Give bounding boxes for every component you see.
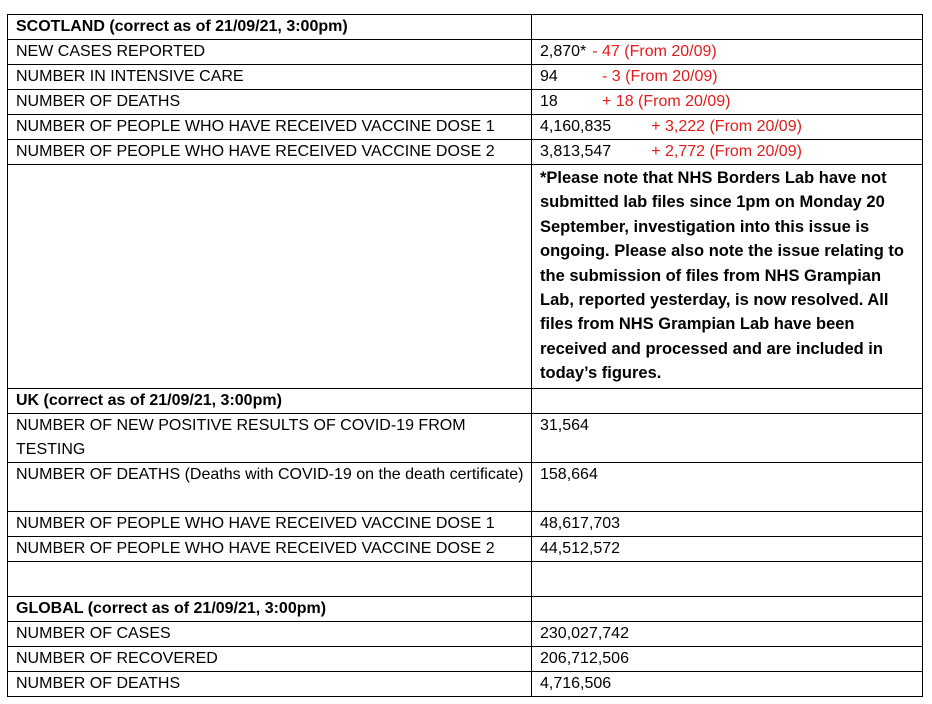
row-label: NEW CASES REPORTED (8, 40, 532, 65)
row-value-cell (532, 90, 923, 115)
note-row (8, 165, 923, 389)
empty-cell (8, 165, 532, 389)
uk-header-row (8, 388, 923, 413)
empty-cell (532, 596, 923, 621)
covid-statistics-document (7, 14, 922, 697)
row-value: 4,716,506 (532, 671, 923, 696)
table-row (8, 646, 923, 671)
change-text: + 3,222 (From 20/09) (651, 118, 802, 135)
change-text: + 18 (From 20/09) (602, 93, 731, 110)
row-value: 44,512,572 (532, 536, 923, 561)
change-text: + 2,772 (From 20/09) (651, 143, 802, 160)
row-value: 206,712,506 (532, 646, 923, 671)
statistics-table (7, 14, 923, 697)
row-label: NUMBER OF PEOPLE WHO HAVE RECEIVED VACCINE DOSE 1 (8, 115, 532, 140)
row-value: 18 (540, 93, 558, 110)
row-label: NUMBER OF DEATHS (8, 90, 532, 115)
row-label: NUMBER IN INTENSIVE CARE (8, 65, 532, 90)
row-value: 94 (540, 68, 558, 85)
scotland-header-row (8, 15, 923, 40)
scotland-heading: SCOTLAND (correct as of 21/09/21, 3:00pm) (8, 15, 532, 40)
row-value: 230,027,742 (532, 621, 923, 646)
row-value-cell (532, 140, 923, 165)
row-value: 48,617,703 (532, 511, 923, 536)
row-label: NUMBER OF PEOPLE WHO HAVE RECEIVED VACCINE DOSE 2 (8, 536, 532, 561)
row-label: NUMBER OF RECOVERED (8, 646, 532, 671)
row-value: 3,813,547 (540, 143, 612, 160)
spacer-row (8, 561, 923, 596)
empty-cell (532, 561, 923, 596)
row-label: NUMBER OF PEOPLE WHO HAVE RECEIVED VACCINE DOSE 2 (8, 140, 532, 165)
row-label: NUMBER OF DEATHS (8, 671, 532, 696)
change-text: - 3 (From 20/09) (602, 68, 718, 85)
row-value: 31,564 (532, 413, 923, 462)
row-value: 158,664 (532, 462, 923, 511)
row-value-cell (532, 115, 923, 140)
uk-heading: UK (correct as of 21/09/21, 3:00pm) (8, 388, 532, 413)
row-label: NUMBER OF CASES (8, 621, 532, 646)
row-label: NUMBER OF NEW POSITIVE RESULTS OF COVID-19 FROM TESTING (8, 413, 532, 462)
row-value: 4,160,835 (540, 118, 612, 135)
global-header-row (8, 596, 923, 621)
table-row (8, 671, 923, 696)
table-row (8, 621, 923, 646)
table-row (8, 115, 923, 140)
table-row (8, 40, 923, 65)
global-heading: GLOBAL (correct as of 21/09/21, 3:00pm) (8, 596, 532, 621)
table-row (8, 536, 923, 561)
empty-cell (532, 15, 923, 40)
row-label: NUMBER OF PEOPLE WHO HAVE RECEIVED VACCINE DOSE 1 (8, 511, 532, 536)
table-row (8, 65, 923, 90)
row-value-cell (532, 40, 923, 65)
row-value: 2,870* (540, 43, 587, 60)
table-row (8, 90, 923, 115)
empty-cell (532, 388, 923, 413)
change-text: - 47 (From 20/09) (592, 43, 717, 60)
lab-files-note: *Please note that NHS Borders Lab have not submitted lab files since 1pm on Monday 20 September, investigation into this issue is ongoing. Please also note the issue relating to the submission of files from NHS Grampian Lab, reported yesterday, is now resolved. All files from NHS Grampian Lab have been received and processed and are included in today’s figures. (532, 165, 923, 389)
row-label: NUMBER OF DEATHS (Deaths with COVID-19 on the death certificate) (8, 462, 532, 511)
table-row (8, 413, 923, 462)
empty-cell (8, 561, 532, 596)
table-row (8, 511, 923, 536)
row-value-cell (532, 65, 923, 90)
table-row (8, 462, 923, 511)
table-row (8, 140, 923, 165)
